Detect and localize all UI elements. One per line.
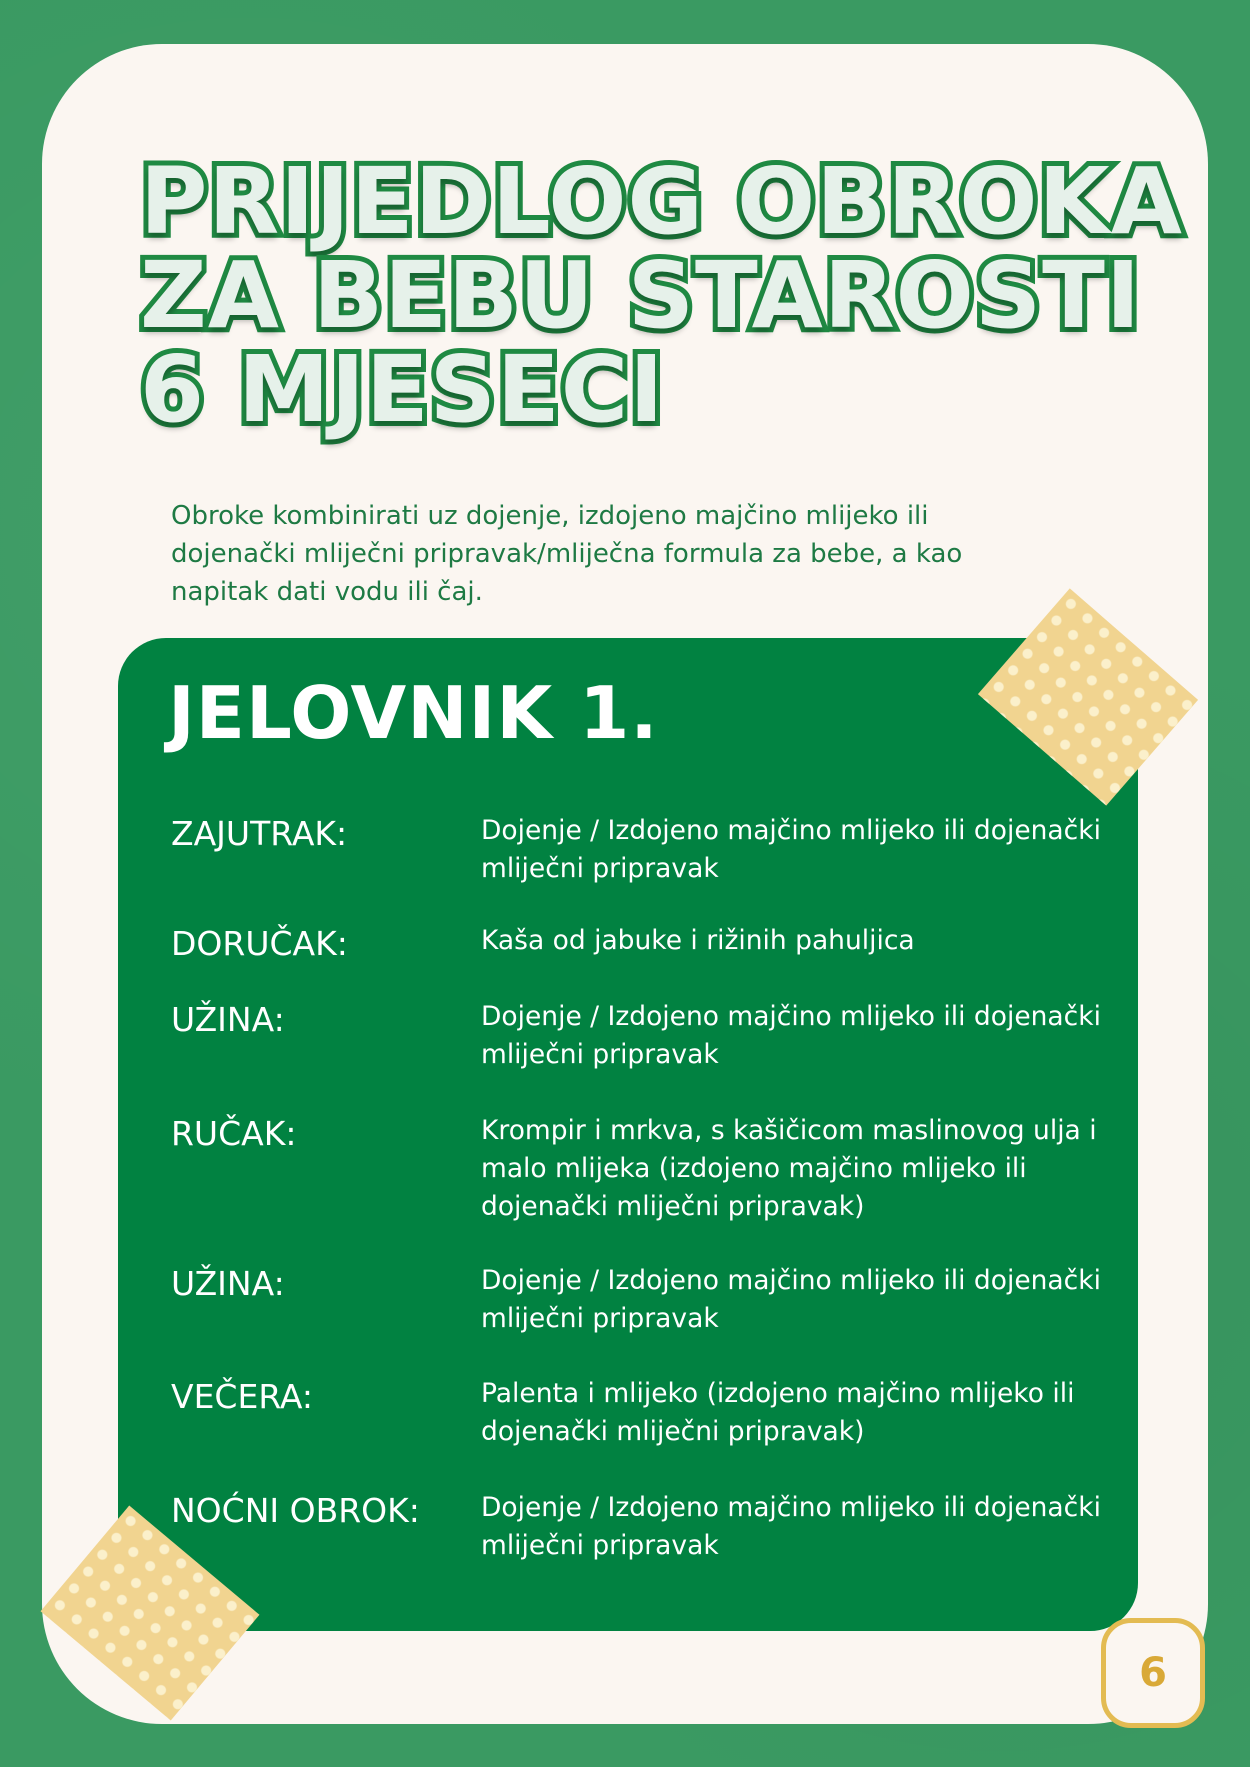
page-title: [140, 148, 1183, 443]
page-title-line-2: ZA BEBU STAROSTI: [140, 242, 1142, 349]
meal-label: RUČAK:: [171, 1114, 297, 1153]
page-title-line-3: 6 MJESECI: [140, 336, 665, 443]
meal-description: Dojenje / Izdojeno majčino mlijeko ili dojenački mliječni pripravak: [481, 1265, 1101, 1334]
menu-title: JELOVNIK 1.: [168, 671, 659, 755]
meal-description: Palenta i mlijeko (izdojeno majčino mlijeko ili dojenački mliječni pripravak): [481, 1378, 1075, 1447]
page-title-line-1: PRIJEDLOG OBROKA: [140, 148, 1183, 255]
intro-text: Obroke kombinirati uz dojenje, izdojeno majčino mlijeko ili dojenački mliječni pripravak/mliječna formula za bebe, a kao napitak dati vodu ili čaj.: [171, 501, 963, 607]
meal-label: NOĆNI OBROK:: [171, 1491, 420, 1530]
meal-description: Krompir i mrkva, s kašičicom maslinovog ulja i malo mlijeka (izdojeno majčino mlijeko ili dojenački mliječni pripravak): [481, 1115, 1097, 1222]
meal-label: ZAJUTRAK:: [171, 814, 348, 853]
meal-label: UŽINA:: [171, 1264, 285, 1303]
meal-label: VEČERA:: [171, 1377, 314, 1416]
meal-description: Dojenje / Izdojeno majčino mlijeko ili dojenački mliječni pripravak: [481, 1492, 1101, 1561]
page-number: 6: [1139, 1650, 1167, 1696]
page-number-badge: [1101, 1618, 1205, 1728]
meal-description: Dojenje / Izdojeno majčino mlijeko ili dojenački mliječni pripravak: [481, 1001, 1101, 1070]
meal-label: DORUČAK:: [171, 924, 348, 963]
meal-label: UŽINA:: [171, 1000, 285, 1039]
meal-description: Kaša od jabuke i rižinih pahuljica: [481, 925, 915, 956]
meal-description: Dojenje / Izdojeno majčino mlijeko ili dojenački mliječni pripravak: [481, 815, 1101, 884]
